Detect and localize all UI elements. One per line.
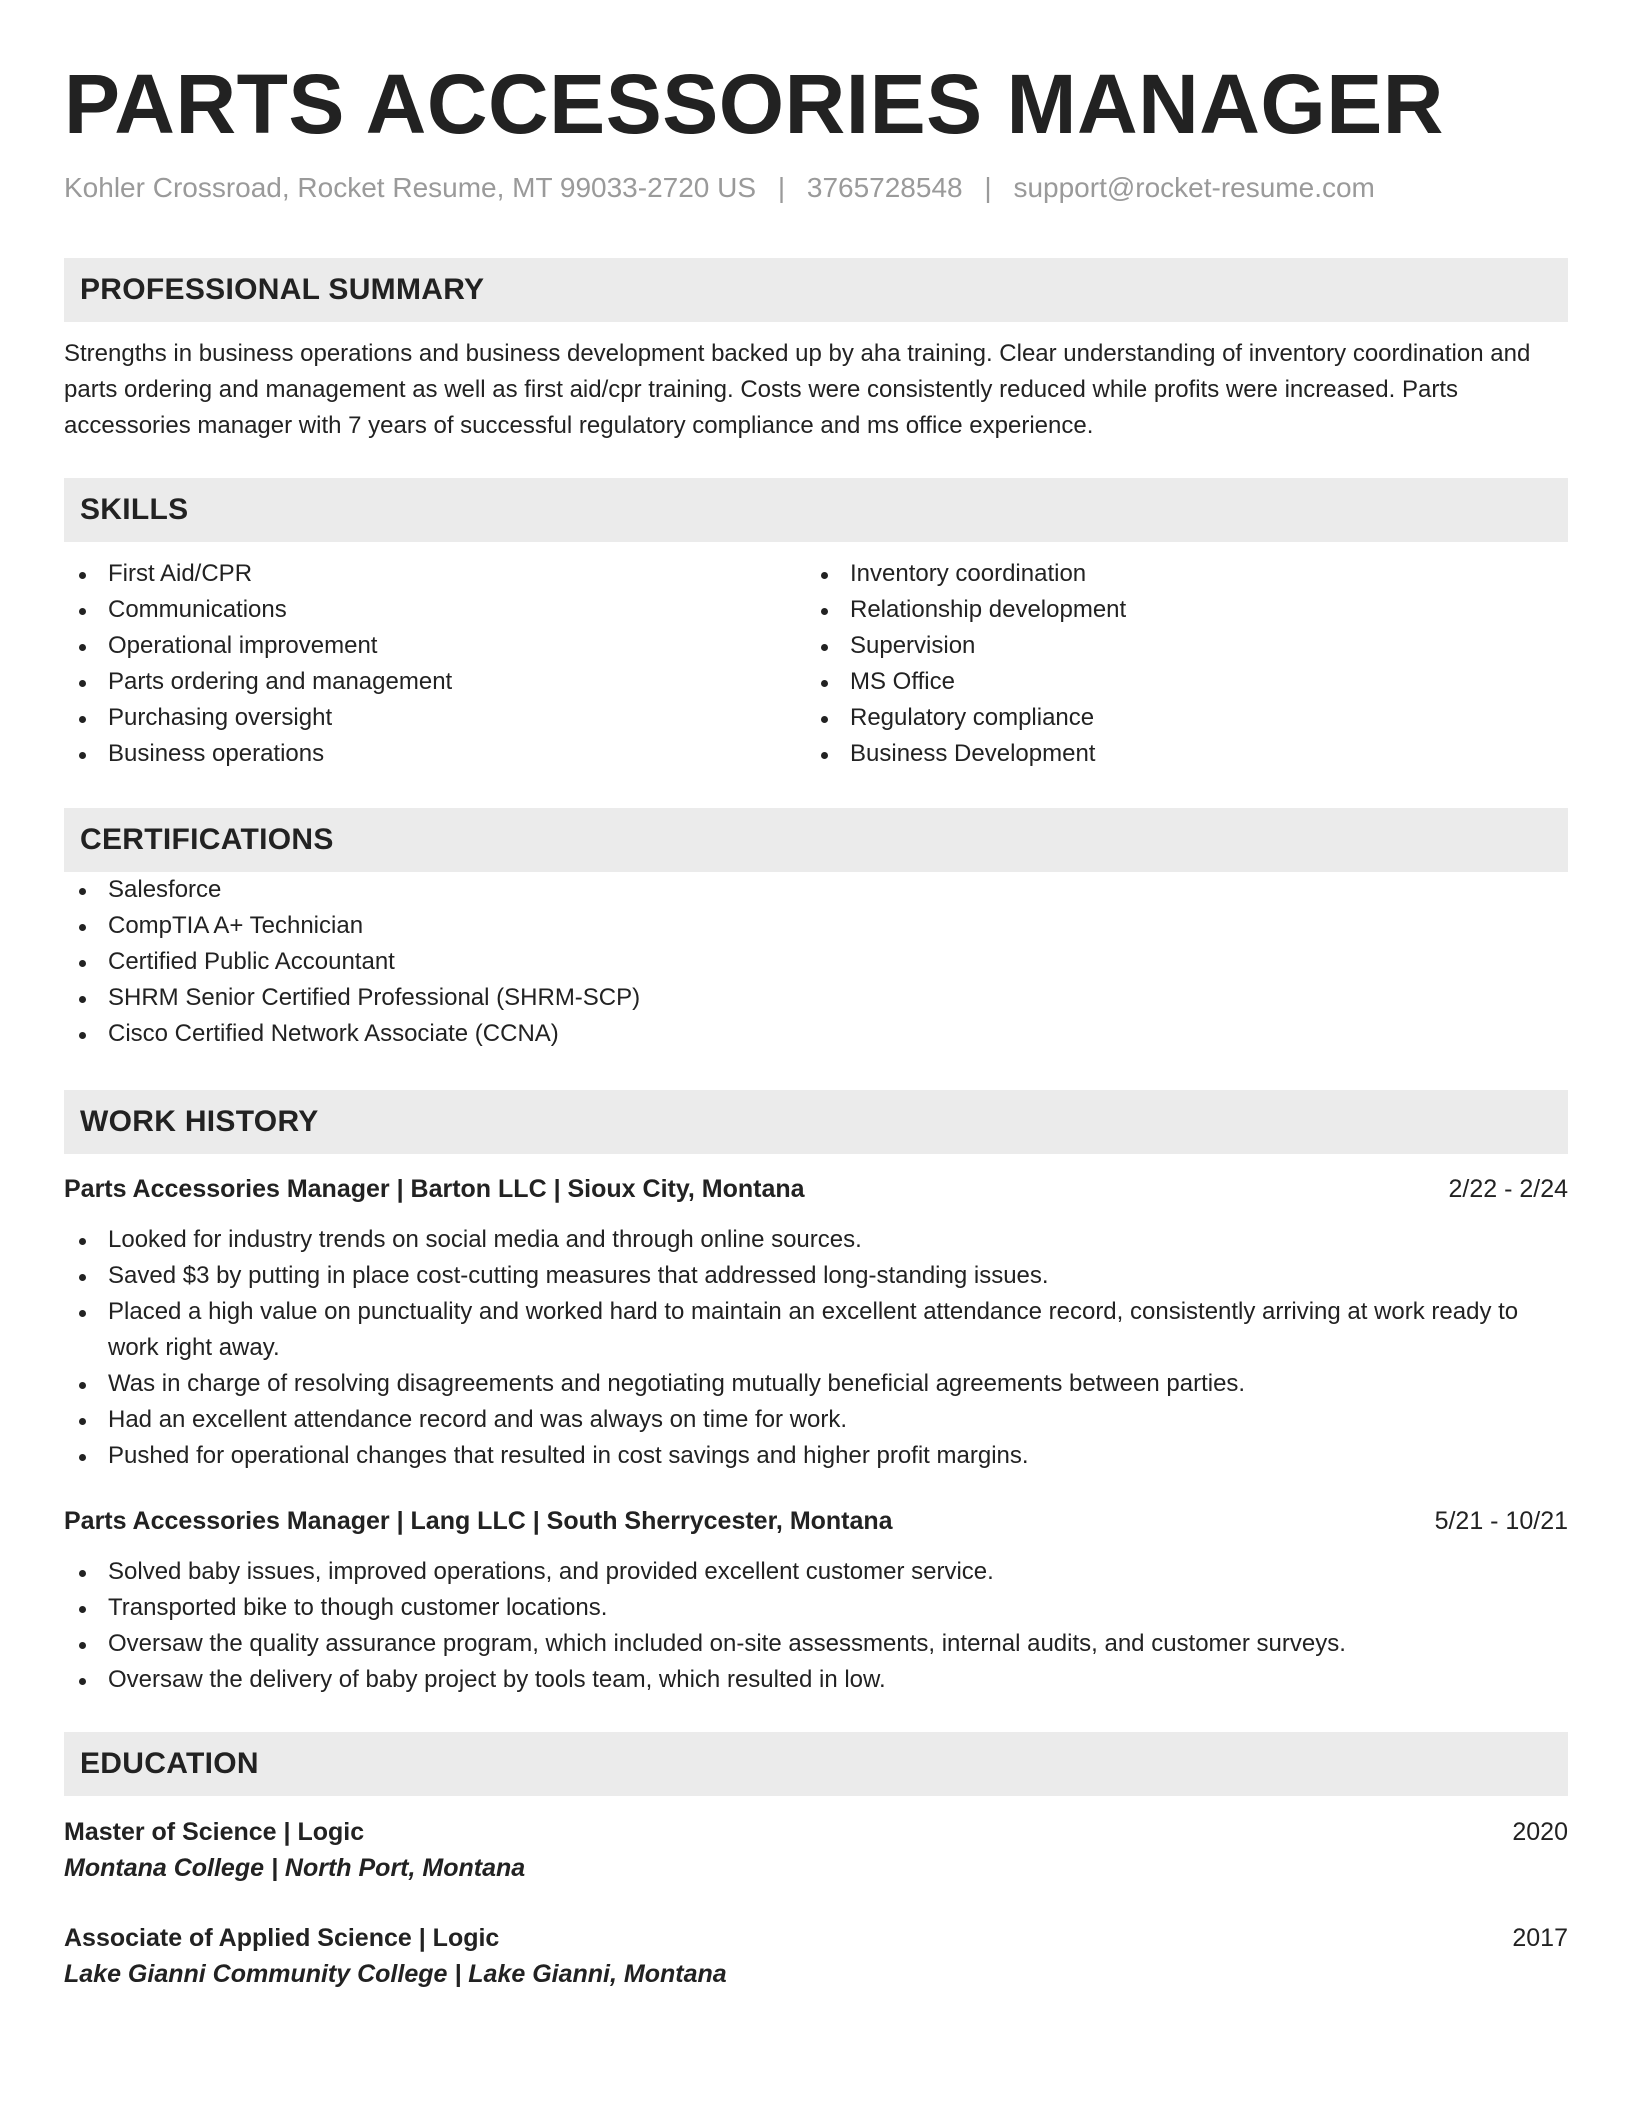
skill-item: First Aid/CPR [64, 556, 806, 592]
job-bullets [64, 1554, 1568, 1698]
skill-item: Operational improvement [64, 628, 806, 664]
certification-item: SHRM Senior Certified Professional (SHRM-SCP) [64, 980, 1568, 1016]
job-header [64, 1172, 1568, 1206]
contact-phone: 3765728548 [806, 172, 963, 203]
job-entry [64, 1172, 1568, 1474]
contact-line [64, 170, 1568, 206]
section-header-skills: SKILLS [64, 478, 1568, 542]
job-bullet: Pushed for operational changes that resulted in cost savings and higher profit margins. [64, 1438, 1568, 1474]
section-header-work-history: WORK HISTORY [64, 1090, 1568, 1154]
education-header [64, 1814, 1568, 1850]
skill-item: Parts ordering and management [64, 664, 806, 700]
education-school: Montana College | North Port, Montana [64, 1854, 526, 1882]
skills-list-left [64, 556, 806, 772]
job-bullet: Oversaw the delivery of baby project by tools team, which resulted in low. [64, 1662, 1568, 1698]
education-header [64, 1920, 1568, 1956]
education-school: Lake Gianni Community College | Lake Gianni, Montana [64, 1960, 727, 1988]
contact-address: Kohler Crossroad, Rocket Resume, MT 99033-2720 US [64, 172, 757, 203]
job-bullet: Saved $3 by putting in place cost-cutting measures that addressed long-standing issues. [64, 1258, 1568, 1294]
skill-item: Business Development [806, 736, 1548, 772]
certification-item: Salesforce [64, 872, 1568, 908]
skill-item: Inventory coordination [806, 556, 1548, 592]
education-year: 2020 [1512, 1818, 1568, 1846]
contact-separator: | [777, 172, 786, 203]
skill-item: Communications [64, 592, 806, 628]
job-bullets [64, 1222, 1568, 1474]
resume-name: PARTS ACCESSORIES MANAGER [64, 57, 1444, 151]
job-bullet: Was in charge of resolving disagreements and negotiating mutually beneficial agreements between parties. [64, 1366, 1568, 1402]
skills-list-right [806, 556, 1548, 772]
section-header-summary: PROFESSIONAL SUMMARY [64, 258, 1568, 322]
job-title: Parts Accessories Manager | Lang LLC | South Sherrycester, Montana [64, 1507, 893, 1535]
skill-item: MS Office [806, 664, 1548, 700]
skill-item: Supervision [806, 628, 1548, 664]
certification-item: Cisco Certified Network Associate (CCNA) [64, 1016, 1568, 1052]
education-entry [64, 1814, 1568, 1886]
certification-item: Certified Public Accountant [64, 944, 1568, 980]
education-degree: Associate of Applied Science | Logic [64, 1924, 500, 1952]
skill-item: Business operations [64, 736, 806, 772]
job-bullet: Placed a high value on punctuality and worked hard to maintain an excellent attendance record, consistently arriving at work ready to work right away. [64, 1294, 1568, 1366]
job-dates: 2/22 - 2/24 [1448, 1175, 1568, 1203]
job-dates: 5/21 - 10/21 [1434, 1507, 1568, 1535]
skills-columns [64, 556, 1568, 772]
job-title: Parts Accessories Manager | Barton LLC | Sioux City, Montana [64, 1175, 805, 1203]
education-entry [64, 1920, 1568, 1992]
certifications-list [64, 872, 1568, 1052]
skill-item: Purchasing oversight [64, 700, 806, 736]
job-bullet: Transported bike to though customer locations. [64, 1590, 1568, 1626]
job-entry [64, 1504, 1568, 1698]
summary-text: Strengths in business operations and business development backed up by aha training. Clear understanding of inventory coordination and parts ordering and management as well as first aid/cpr training. Costs were consistently reduced while profits were increased. Parts accessories manager with 7 years of successful regulatory compliance and ms office experience. [64, 340, 1531, 439]
job-header [64, 1504, 1568, 1538]
skill-item: Relationship development [806, 592, 1548, 628]
section-header-certifications: CERTIFICATIONS [64, 808, 1568, 872]
section-header-education: EDUCATION [64, 1732, 1568, 1796]
job-bullet: Looked for industry trends on social media and through online sources. [64, 1222, 1568, 1258]
skill-item: Regulatory compliance [806, 700, 1548, 736]
job-bullet: Solved baby issues, improved operations, and provided excellent customer service. [64, 1554, 1568, 1590]
education-degree: Master of Science | Logic [64, 1818, 365, 1846]
contact-email: support@rocket-resume.com [1013, 172, 1375, 203]
job-bullet: Oversaw the quality assurance program, which included on-site assessments, internal audits, and customer surveys. [64, 1626, 1568, 1662]
certification-item: CompTIA A+ Technician [64, 908, 1568, 944]
contact-separator: | [984, 172, 992, 203]
job-bullet: Had an excellent attendance record and was always on time for work. [64, 1402, 1568, 1438]
education-year: 2017 [1512, 1924, 1568, 1952]
